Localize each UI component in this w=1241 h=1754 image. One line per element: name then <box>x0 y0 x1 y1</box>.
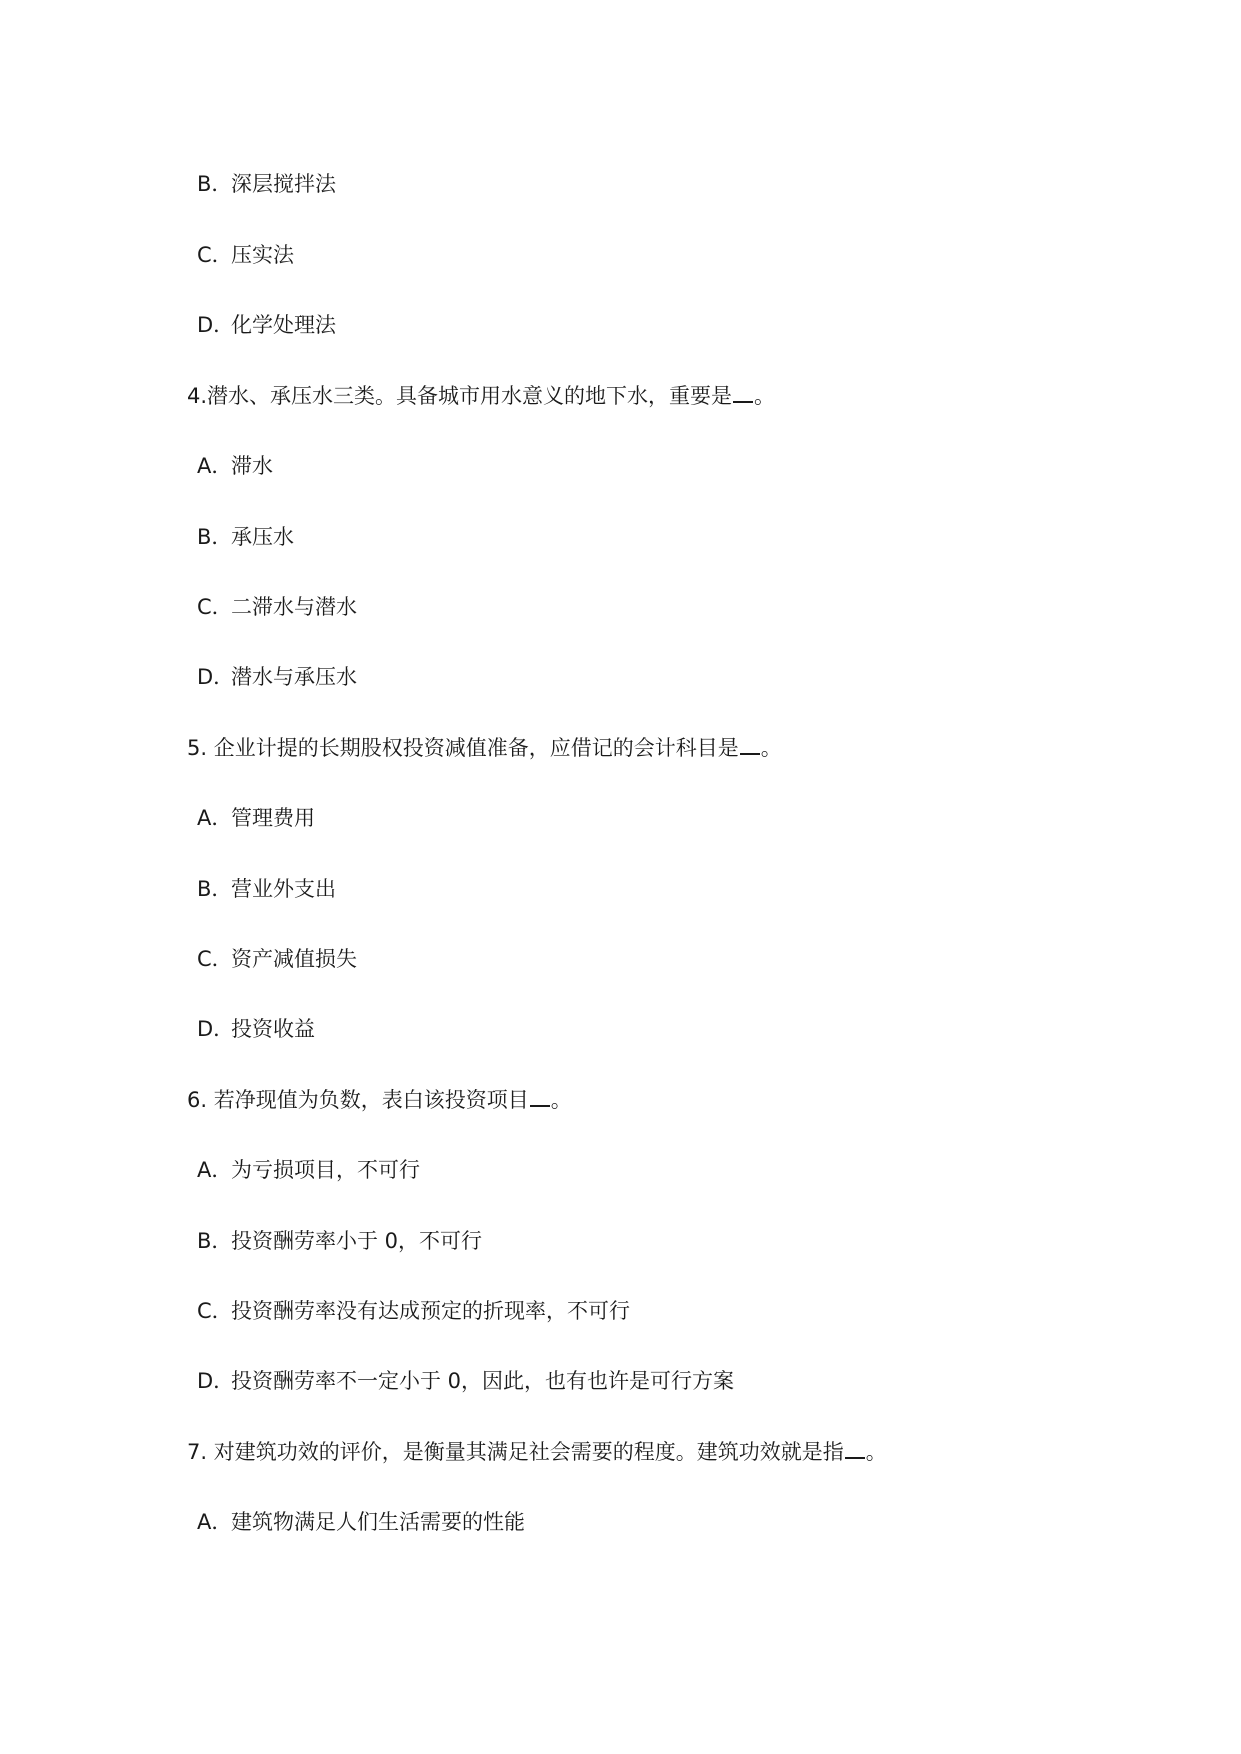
option-q4-c <box>197 593 357 621</box>
answer-blank <box>740 735 760 755</box>
option-letter: B． <box>197 877 233 901</box>
question-text: 6. 若净现值为负数，表白该投资项目 <box>187 1088 529 1112</box>
option-q3-c <box>197 241 294 269</box>
option-q4-d <box>197 663 357 691</box>
option-letter: A． <box>197 454 233 478</box>
option-text: 建筑物满足人们生活需要的性能 <box>231 1510 525 1534</box>
question-7-stem <box>187 1438 887 1466</box>
answer-blank <box>733 383 753 403</box>
option-letter: C． <box>197 595 233 619</box>
option-letter: B． <box>197 1229 233 1253</box>
option-letter: C． <box>197 1299 233 1323</box>
question-4-stem <box>187 382 775 410</box>
option-text: 滞水 <box>231 454 273 478</box>
option-letter: B． <box>197 525 233 549</box>
option-letter: D． <box>197 1017 235 1041</box>
option-q6-b <box>197 1227 482 1255</box>
option-text: 资产减值损失 <box>231 947 357 971</box>
option-text: 营业外支出 <box>231 877 336 901</box>
option-text: 管理费用 <box>231 806 315 830</box>
option-letter: D． <box>197 665 235 689</box>
question-text: 5. 企业计提的长期股权投资减值准备，应借记的会计科目是 <box>187 736 739 760</box>
question-end: 。 <box>550 1088 572 1112</box>
question-5-stem <box>187 734 782 762</box>
option-q3-d <box>197 311 336 339</box>
option-q5-c <box>197 945 357 973</box>
question-end: 。 <box>865 1440 887 1464</box>
option-q5-a <box>197 804 315 832</box>
option-q6-d <box>197 1367 734 1395</box>
option-q5-d <box>197 1015 315 1043</box>
option-text: 深层搅拌法 <box>231 172 336 196</box>
option-q3-b <box>197 170 336 198</box>
option-text: 投资酬劳率没有达成预定的折现率，不可行 <box>231 1299 630 1323</box>
answer-blank <box>530 1087 550 1107</box>
question-6-stem <box>187 1086 572 1114</box>
question-end: 。 <box>754 384 776 408</box>
option-q5-b <box>197 875 336 903</box>
option-text: 为亏损项目，不可行 <box>231 1158 420 1182</box>
option-letter: D． <box>197 313 235 337</box>
option-letter: A． <box>197 1510 233 1534</box>
option-text: 二滞水与潜水 <box>231 595 357 619</box>
option-q4-a <box>197 452 273 480</box>
option-q6-a <box>197 1156 420 1184</box>
answer-blank <box>845 1439 865 1459</box>
question-text: 4.潜水、承压水三类。具备城市用水意义的地下水，重要是 <box>187 384 733 408</box>
option-letter: D． <box>197 1369 235 1393</box>
option-text: 投资酬劳率小于 0，不可行 <box>231 1229 483 1253</box>
option-text: 化学处理法 <box>231 313 336 337</box>
option-letter: A． <box>197 1158 233 1182</box>
question-text: 7. 对建筑功效的评价，是衡量其满足社会需要的程度。建筑功效就是指 <box>187 1440 844 1464</box>
option-q7-a <box>197 1508 525 1536</box>
option-letter: C． <box>197 243 233 267</box>
option-text: 承压水 <box>231 525 294 549</box>
option-letter: C． <box>197 947 233 971</box>
question-end: 。 <box>760 736 782 760</box>
option-letter: B． <box>197 172 233 196</box>
option-q4-b <box>197 523 294 551</box>
option-letter: A． <box>197 806 233 830</box>
option-text: 投资酬劳率不一定小于 0，因此，也有也许是可行方案 <box>231 1369 735 1393</box>
option-text: 压实法 <box>231 243 294 267</box>
option-q6-c <box>197 1297 630 1325</box>
option-text: 潜水与承压水 <box>231 665 357 689</box>
option-text: 投资收益 <box>231 1017 315 1041</box>
